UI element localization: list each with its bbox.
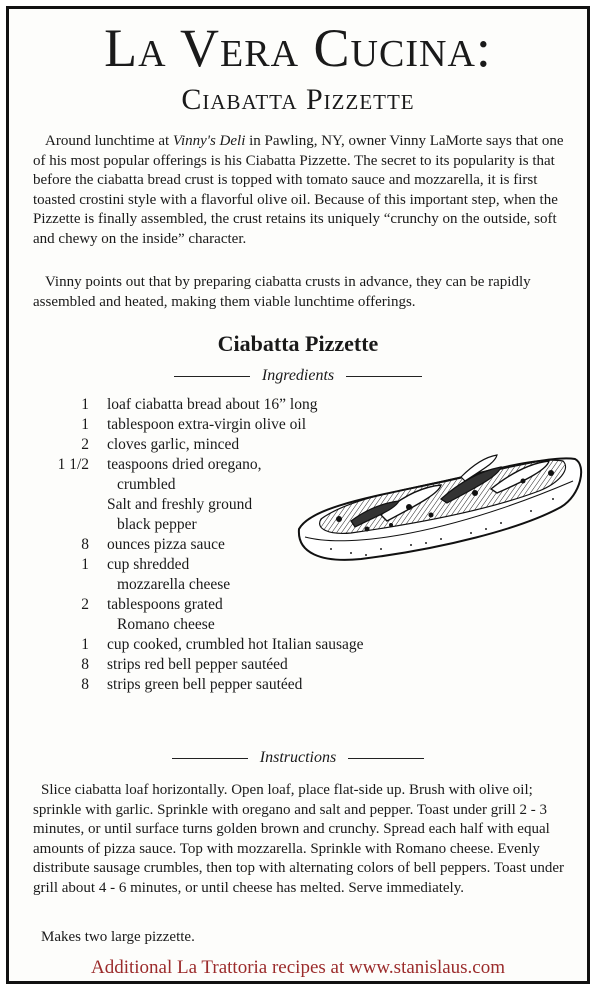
ingredient-text: cup shredded mozzarella cheese [107, 556, 231, 593]
ingredient-text: tablespoon extra-virgin olive oil [107, 416, 307, 433]
ingredient-row [39, 635, 419, 655]
ingredient-row [39, 415, 419, 435]
footer-link[interactable]: Additional La Trattoria recipes at www.stanislaus.com [90, 957, 506, 978]
ingredient-row [39, 595, 419, 635]
recipe-yield: Makes two large pizzette. [41, 929, 195, 945]
ingredient-text: strips green bell pepper sautéed [107, 676, 303, 693]
ingredient-quantity: 1 [81, 556, 89, 573]
ingredient-quantity: 2 [81, 436, 89, 453]
ingredient-text: teaspoons dried oregano, crumbled [107, 456, 262, 493]
ingredient-quantity: 1 [81, 396, 89, 413]
ingredients-heading: Ingredients [9, 367, 587, 385]
divider [348, 758, 424, 759]
instructions-text: Slice ciabatta loaf horizontally. Open loaf, place flat-side up. Brush with olive oil; sprinkle with garlic. Sprinkle with oregano and salt and pepper. Toast under grill 2 - 3 minutes, or until surface turns golden brown and crunchy. Spread each half with equal amounts of pizza sauce. Top with mozzarella. Sprinkle with Romano cheese. Evenly distribute sausage crumbles, then top with alternating colors of bell peppers. Toast under grill about 4 - 6 minutes, or until cheese has melted. Serve immediately. [33, 782, 565, 896]
ingredient-text: Salt and freshly ground black pepper [107, 496, 253, 533]
ingredient-row [39, 675, 419, 695]
deli-name: Vinny's Deli [172, 133, 246, 149]
divider [172, 758, 248, 759]
page-subtitle: Ciabatta Pizzette [181, 83, 415, 116]
intro-paragraph-1: Around lunchtime at Vinny's Deli in Pawling, NY, owner Vinny LaMorte says that one of his most popular offerings is his Ciabatta Pizzette. The secret to its popularity is that before the ciabatta bread crust is topped with tomato sauce and mozzarella, it is first toasted crostini style with a flavorful olive oil. Because of this important step, when the Pizzette is finally assembled, the crust retains its uniquely “crunchy on the outside, soft and chewy on the inside” character. [33, 133, 564, 247]
ingredient-quantity: 8 [81, 676, 89, 693]
ingredient-quantity: 1 [81, 636, 89, 653]
ingredient-quantity: 2 [81, 596, 89, 613]
ingredient-quantity: 1 [81, 416, 89, 433]
pizzette-illustration-icon [291, 437, 591, 567]
instructions-heading: Instructions [9, 749, 587, 767]
divider [346, 376, 422, 377]
ingredient-text: cup cooked, crumbled hot Italian sausage [107, 636, 364, 653]
ingredient-quantity: 8 [81, 656, 89, 673]
page-title: La Vera Cucina: [104, 18, 492, 78]
divider [174, 376, 250, 377]
intro-paragraph-2: Vinny points out that by preparing ciabatta crusts in advance, they can be rapidly assembled and heated, making them viable lunchtime offerings. [33, 274, 531, 310]
ingredient-quantity [39, 495, 107, 535]
ingredient-row [39, 395, 419, 415]
ingredient-row [39, 655, 419, 675]
recipe-title: Ciabatta Pizzette [217, 331, 379, 356]
ingredient-text: tablespoons grated Romano cheese [107, 596, 223, 633]
ingredient-text: strips red bell pepper sautéed [107, 656, 288, 673]
ingredient-text: cloves garlic, minced [107, 436, 240, 453]
ingredient-quantity: 8 [81, 536, 89, 553]
ingredient-quantity: 1 1/2 [57, 456, 89, 473]
ingredient-text: loaf ciabatta bread about 16” long [107, 396, 318, 413]
ingredient-text: ounces pizza sauce [107, 536, 225, 553]
recipe-card [6, 6, 590, 984]
